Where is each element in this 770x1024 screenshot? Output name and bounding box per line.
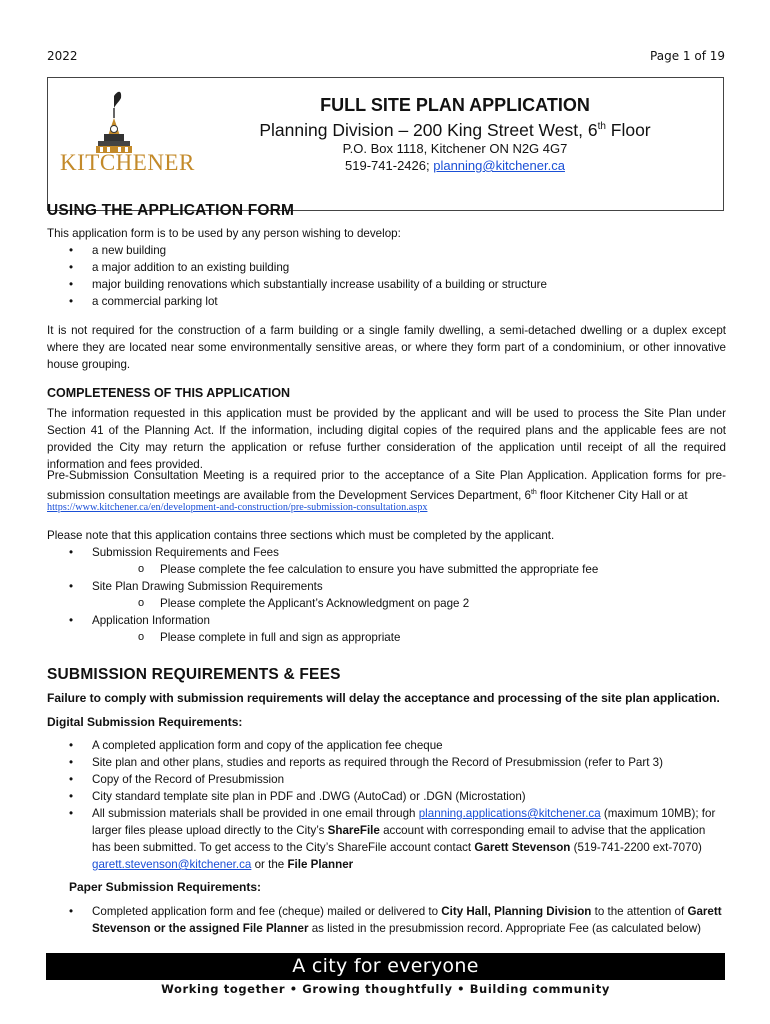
submission-warning: Failure to comply with submission requirements will delay the acceptance and processing of the site plan application. — [47, 691, 720, 705]
sections-note: Please note that this application contains three sections which must be completed by the applicant. — [47, 529, 555, 542]
planning-email-link[interactable]: planning@kitchener.ca — [433, 158, 565, 173]
presubmission-link[interactable]: https://www.kitchener.ca/en/development-and-construction/pre-submission-consultation.aspx — [47, 502, 428, 513]
paper-heading: Paper Submission Requirements: — [69, 880, 262, 894]
paper-list — [47, 903, 727, 937]
presubmission-paragraph: Pre-Submission Consultation Meeting is a required prior to the acceptance of a Site Plan Application. Application forms for pre-submission consultation meetings are available from the Development Services Department, 6th floor Kitchener City Hall or at — [47, 469, 726, 502]
list-item: • Copy of the Record of Presubmission — [47, 771, 727, 788]
form-title: FULL SITE PLAN APPLICATION — [320, 95, 590, 115]
stevenson-email-link[interactable]: garett.stevenson@kitchener.ca — [92, 858, 252, 871]
section-subitem: o Please complete the fee calculation to ensure you have submitted the appropriate fee — [47, 561, 727, 578]
section-item: • Site Plan Drawing Submission Requirements — [47, 578, 727, 595]
list-item: • City standard template site plan in PDF and .DWG (AutoCad) or .DGN (Microstation) — [47, 788, 727, 805]
list-item: • major building renovations which substantially increase usability of a building or structure — [47, 276, 727, 293]
digital-heading: Digital Submission Requirements: — [47, 715, 243, 729]
section-subitem: o Please complete the Applicant’s Acknowledgment on page 2 — [47, 595, 727, 612]
list-item: • Site plan and other plans, studies and reports as required through the Record of Presubmission (refer to Part 3) — [47, 754, 727, 771]
page-number: Page 1 of 19 — [650, 49, 725, 63]
completeness-heading: COMPLETENESS OF THIS APPLICATION — [47, 386, 291, 400]
using-section — [47, 225, 727, 310]
completeness-paragraph: The information requested in this application must be provided by the applicant and will be used to process the Site Plan under Section 41 of the Planning Act. If the information, including digital copies of the required plans and the applicable fees are not provided the City may return the application or refuse further consideration of the application until receipt of all the required information and fees provided. — [47, 407, 726, 471]
list-item: • a major addition to an existing building — [47, 259, 727, 276]
section-item: • Application Information — [47, 612, 727, 629]
contact-line: 519-741-2426; planning@kitchener.ca — [345, 158, 565, 173]
footer-tagline: Working together • Growing thoughtfully • Building community — [161, 982, 610, 996]
section-subitem: o Please complete in full and sign as appropriate — [47, 629, 727, 646]
kitchener-logo — [56, 88, 195, 178]
sections-block — [47, 527, 727, 646]
list-item: • a commercial parking lot — [47, 293, 727, 310]
using-heading: USING THE APPLICATION FORM — [47, 202, 295, 219]
list-item: • All submission materials shall be provided in one email through planning.applications@kitchener.ca (maximum 10MB); for larger files please upload directly to the City’s ShareFile account with corresponding email to advise that the application has been submitted. To get access to the City’s ShareFile account contact Garett Stevenson (519-741-2200 ext-7070) garett.stevenson@kitchener.ca or the File Planner — [47, 805, 727, 873]
po-box: P.O. Box 1118, Kitchener ON N2G 4G7 — [342, 141, 568, 156]
digital-list — [47, 737, 727, 873]
list-item: • a new building — [47, 242, 727, 259]
logo-wordmark: KITCHENER — [60, 150, 195, 175]
using-paragraph: It is not required for the construction of a farm building or a single family dwelling, a semi-detached dwelling or a duplex except where they are located near some environmentally sensitive areas, or where they form part of a condominium, or other innovative house grouping. — [47, 324, 726, 371]
applications-email-link[interactable]: planning.applications@kitchener.ca — [418, 807, 601, 820]
list-item: • Completed application form and fee (cheque) mailed or delivered to City Hall, Planning Division to the attention of Garett Stevenson or the assigned File Planner as listed in the presubmission record. Appropriate Fee (as calculated below) — [47, 903, 727, 937]
division-address: Planning Division – 200 King Street West, 6th Floor — [259, 120, 651, 140]
year-label: 2022 — [47, 49, 78, 63]
list-item: • A completed application form and copy of the application fee cheque — [47, 737, 727, 754]
submission-heading: SUBMISSION REQUIREMENTS & FEES — [47, 666, 341, 683]
section-item: • Submission Requirements and Fees — [47, 544, 727, 561]
footer-slogan: A city for everyone — [46, 953, 725, 980]
using-intro: This application form is to be used by any person wishing to develop: — [47, 227, 401, 240]
